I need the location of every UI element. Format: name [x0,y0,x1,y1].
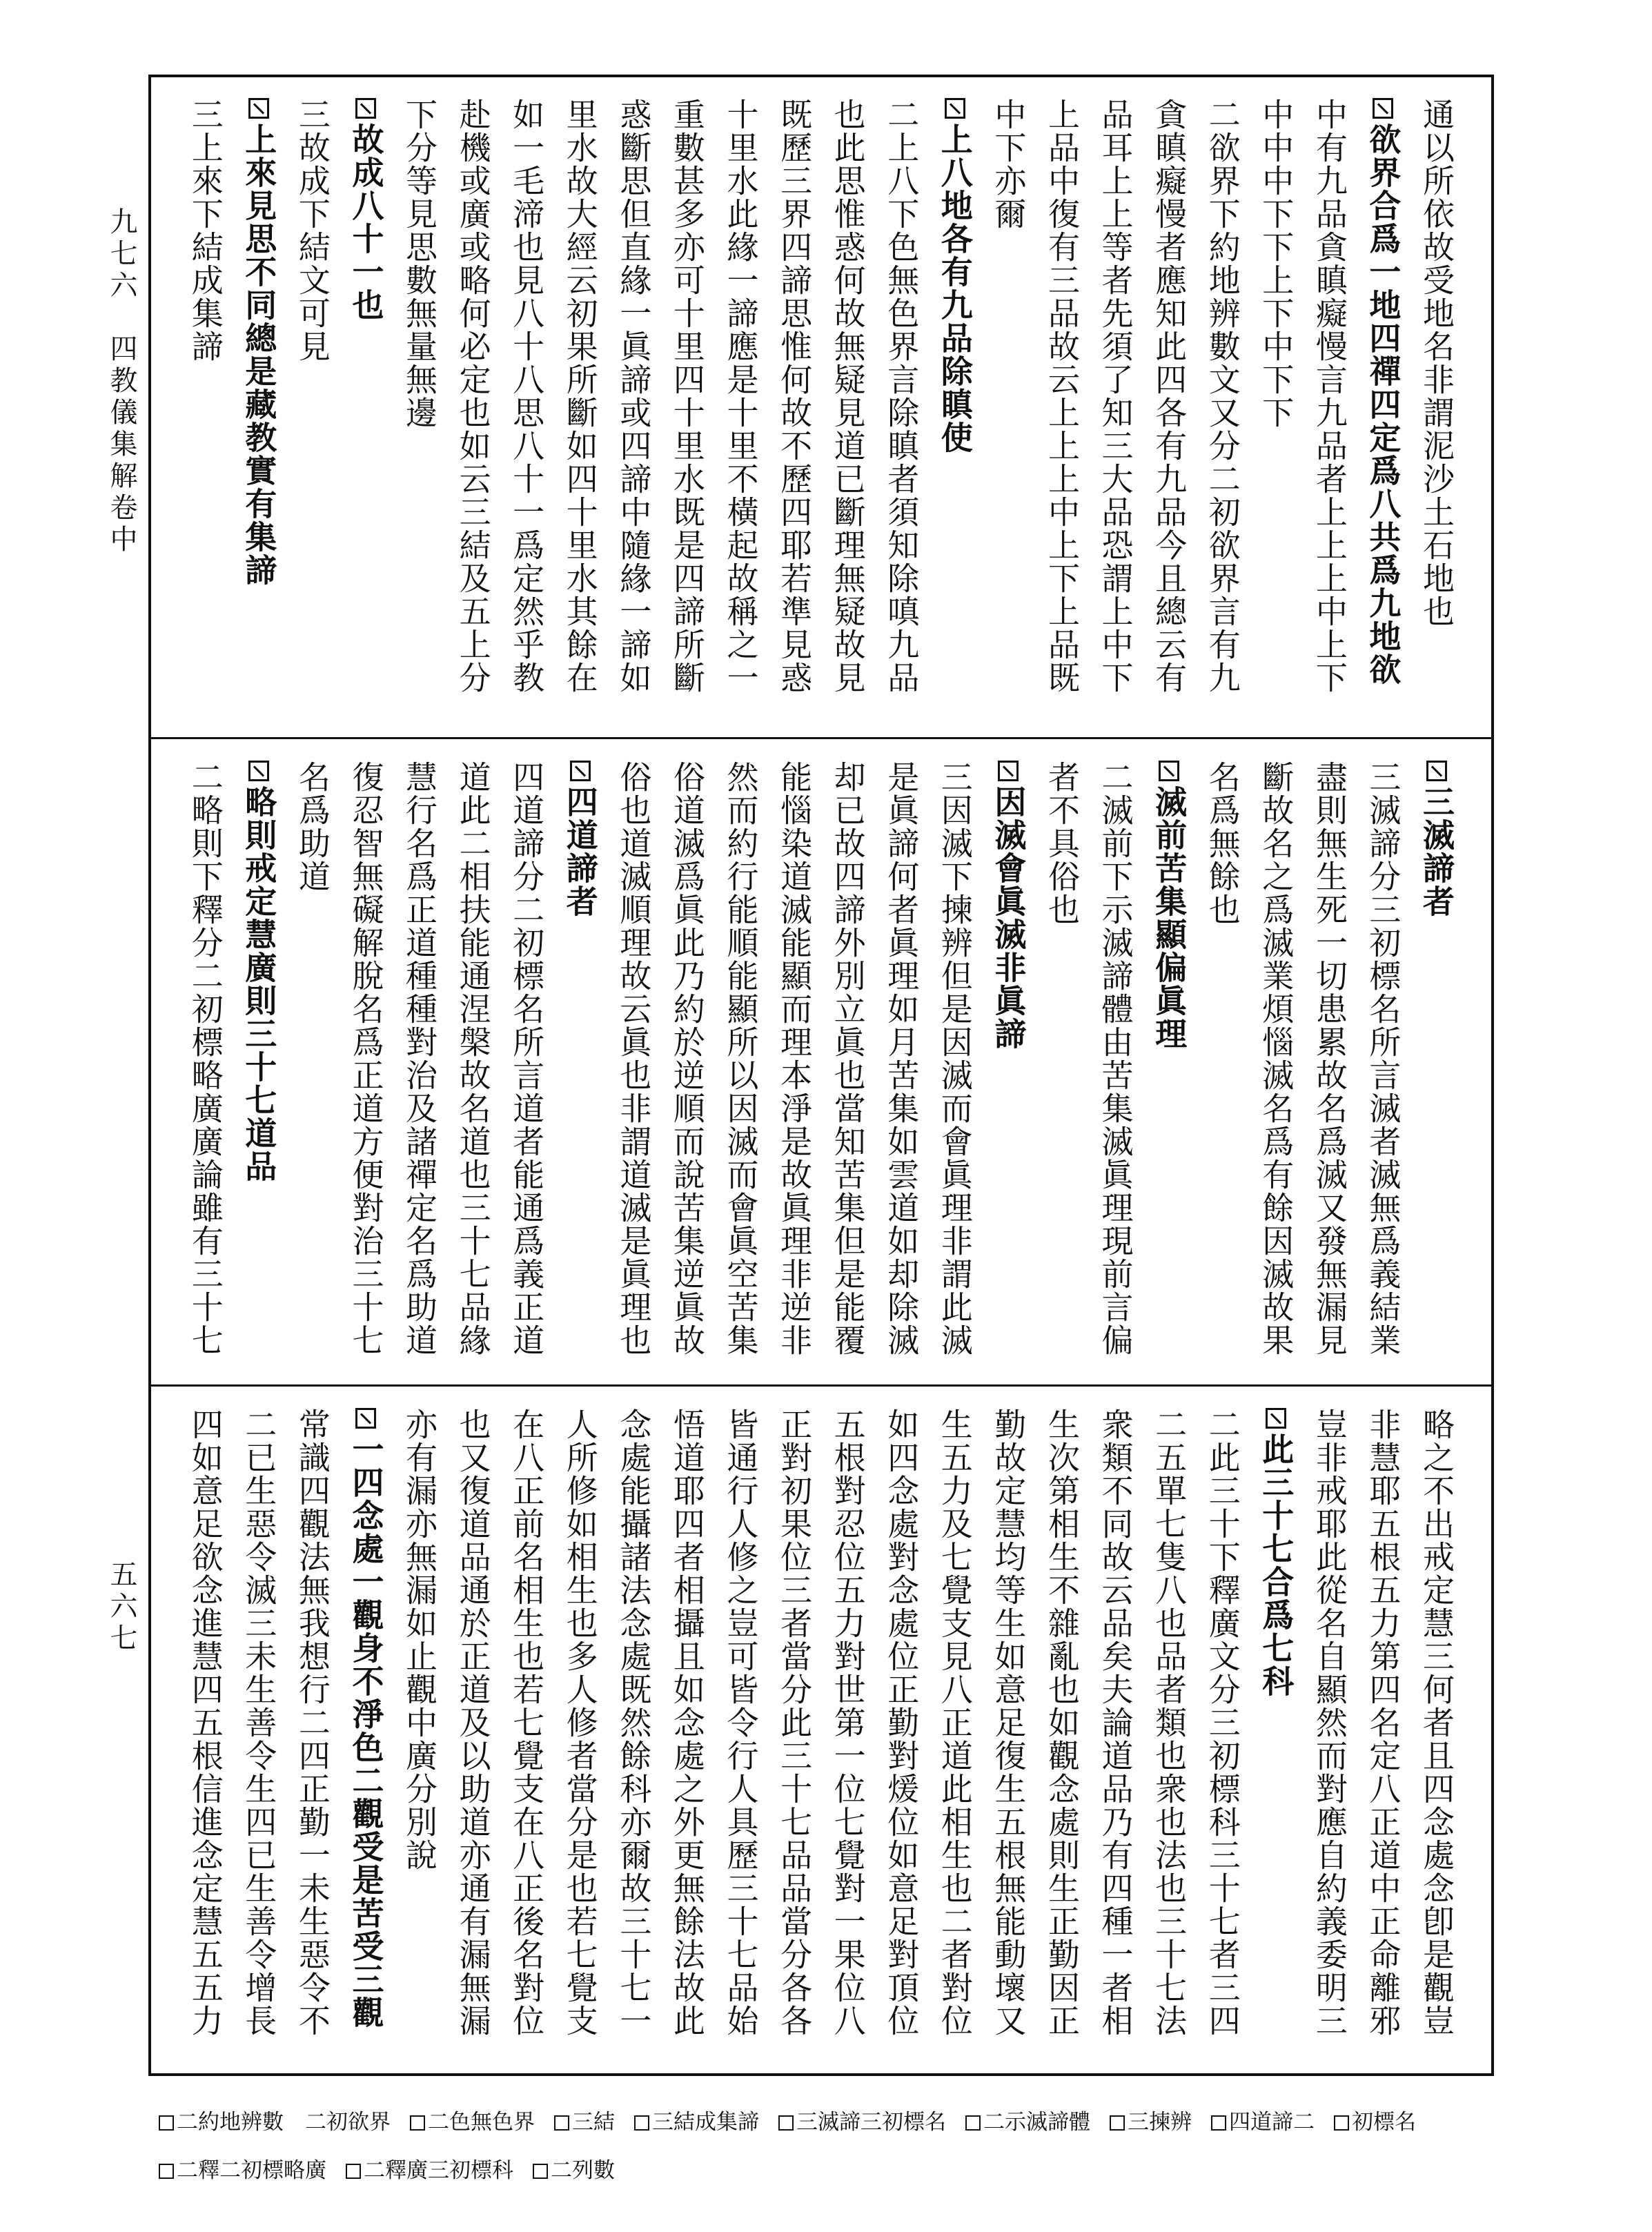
column-text: 名爲無餘也 [1203,761,1241,926]
column-text: 中下亦爾 [990,98,1027,231]
column-text: 二此三十下釋廣文分三初標科三十七者三四 [1203,1408,1241,2037]
column-text: 生次第相生不雜亂也如觀念處則生正勤因正 [1043,1408,1081,2037]
column-text: 二欲界下約地辨數文又分二初欲界言有九 [1203,98,1241,694]
panel-middle [148,740,1494,1383]
column-text: 如四念處對念處位正勤對煖位如意足對頂位 [883,1408,921,2037]
footnote-marker-icon [1211,2115,1226,2131]
column-text: 此三十七合爲七科 [1257,1433,1295,1698]
column-text: 悟道耶四者相攝且如念處之外更無餘法故此 [668,1408,706,2037]
column-text: 故成八十一也 [347,123,385,322]
section-marker-icon [998,761,1019,781]
footnote-area [159,2098,1484,2195]
column-text: 却已故四諦外別立眞也當知苦集但是能覆 [829,761,867,1357]
heading-column [1250,1408,1304,2053]
footnote-text: 二釋廣三初標科 [364,2158,513,2183]
column-text: 略則戒定慧廣則三十七道品 [240,785,278,1183]
text-column [1035,761,1089,1362]
column-text: 因滅會眞滅非眞諦 [990,785,1027,1050]
heading-column [982,761,1036,1362]
column-text: 三滅諦者 [1418,785,1455,918]
footnote-text: 二色無色界 [428,2110,535,2135]
column-text: 也又復道品通於正道及以助道亦通有漏無漏 [454,1408,492,2037]
column-text: 人所修如相生也多人修者當分是也若七覺支 [561,1408,599,2037]
heading-column [1410,761,1464,1362]
section-marker-icon [1159,761,1179,781]
heading-column [553,761,607,1362]
footnote-item [159,2110,391,2135]
column-text: 赴機或廣或略何必定也如云三結及五上分 [454,98,492,694]
section-marker-icon [248,98,269,119]
column-text: 二上八下色無色界言除瞋者須知除嗔九品 [883,98,921,694]
text-column [821,1408,875,2053]
text-column [875,98,929,715]
column-text: 品耳上上等者先須了知三大品恐謂上中下 [1097,98,1134,694]
text-column [767,761,821,1362]
text-column [821,98,875,715]
footnote-item [1211,2110,1315,2135]
text-column [1035,98,1089,715]
column-text: 下分等見思數無量無邊 [401,98,439,429]
column-text: 二已生惡令滅三未生善令生四已生善令增長 [240,1408,278,2037]
text-column [393,1408,446,2053]
footnote-marker-icon [965,2115,981,2131]
column-text: 皆通行人修之豈可皆令行人具歷三十七品始 [722,1408,760,2037]
text-column [553,98,607,715]
text-column [1196,761,1250,1362]
text-column [1303,98,1357,715]
column-text: 在八正前名相生也若七覺支在八正後名對位 [508,1408,546,2037]
text-column [179,761,233,1362]
footnote-marker-icon [1110,2115,1125,2131]
column-text: 也此思惟惑何故無疑見道已斷理無疑故見 [829,98,867,694]
column-text: 斷故名之爲滅業煩惱滅名爲有餘因滅故果 [1257,761,1295,1357]
text-column [982,1408,1036,2053]
text-column [1357,1408,1410,2053]
column-text: 通以所依故受地名非謂泥沙土石地也 [1418,98,1455,628]
footnote-item [965,2110,1090,2135]
text-column [821,761,875,1362]
column-text: 五根對忍位五力對世第一位七覺對一果位八 [829,1408,867,2037]
page-number: 五六七 [106,1560,137,1655]
column-text: 三滅諦分三初標名所言滅者滅無爲義結業 [1364,761,1402,1357]
heading-column [1143,761,1197,1362]
section-marker-icon [248,761,269,781]
panel-top [148,77,1494,736]
column-text: 上八地各有九品除瞋使 [936,123,974,454]
section-marker-icon [1373,98,1393,119]
column-text: 上來見思不同總是藏教實有集諦 [240,123,278,587]
text-column [607,761,661,1362]
panel-divider-2 [148,1384,1494,1387]
text-column [393,761,446,1362]
column-text: 三故成下結文可見 [293,98,331,363]
text-column [446,761,500,1362]
column-text: 貪瞋癡慢者應知此四各有九品今且總云有 [1150,98,1188,694]
text-column [1089,1408,1143,2053]
column-text: 俗也道滅順理故云眞也非謂道滅是眞理也 [615,761,653,1357]
section-marker-icon [945,98,965,119]
column-text: 常識四觀法無我想行二四正勤一未生惡令不 [293,1408,331,2037]
column-text: 道此二相扶能通涅槃故名道也三十七品緣 [454,761,492,1357]
column-text: 慧行名爲正道種種對治及諸禪定名爲助道 [401,761,439,1357]
column-text: 三因滅下揀辨但是因滅而會眞理非謂此滅 [936,761,974,1357]
text-column [928,761,982,1362]
text-column [179,98,233,715]
text-column [1035,1408,1089,2053]
column-text: 一四念處一觀身不淨色二觀受是苦受三觀 [347,1433,385,2029]
column-text: 能惱染道滅能顯而理本淨是故眞理非逆非 [776,761,814,1357]
column-text: 盡則無生死一切患累故名爲滅又發無漏見 [1310,761,1348,1357]
text-column [714,98,768,715]
heading-column [340,1408,393,2053]
text-column [1357,761,1410,1362]
text-column [714,1408,768,2053]
footnote-marker-icon [1334,2115,1349,2131]
footnote-text: 三滅諦三初標名 [796,2110,946,2135]
text-column [607,98,661,715]
text-column [500,98,554,715]
text-column [553,1408,607,2053]
section-marker-icon [355,98,376,119]
text-column [500,1408,554,2053]
text-column [1143,98,1197,715]
footnote-text: 四道諦二 [1229,2110,1315,2135]
running-header: 九七六 四教儀集解卷中 [106,207,137,556]
column-text: 中有九品貪瞋癡慢言九品者上上上中上下 [1310,98,1348,694]
column-text: 里水故大經云初果所斷如四十里水其餘在 [561,98,599,694]
column-text: 二滅前下示滅諦體由苦集滅眞理現前言偏 [1097,761,1134,1357]
footnote-marker-icon [554,2115,569,2131]
text-column [286,98,340,715]
column-text: 俗道滅爲眞此乃約於逆順而說苦集逆眞故 [668,761,706,1357]
footnote-text: 三揀辨 [1128,2110,1192,2135]
text-column [1410,1408,1464,2053]
footnote-item [159,2158,326,2183]
heading-column [233,761,286,1362]
heading-column [1357,98,1410,715]
text-column [714,761,768,1362]
text-column [1089,98,1143,715]
heading-column [233,98,286,715]
footnote-text: 二示滅諦體 [983,2110,1090,2135]
footnote-text: 二釋二初標略廣 [177,2158,326,2183]
column-text: 四道諦者 [561,785,599,918]
text-column [1410,98,1464,715]
footnote-item [554,2110,615,2135]
text-column [446,98,500,715]
column-text: 中中中下下上下中下下 [1257,98,1295,429]
text-column [607,1408,661,2053]
column-text: 正對初果位三者當分此三十七品品當分各各 [776,1408,814,2037]
footnote-text: 二列數 [551,2158,615,2183]
text-column [1250,761,1304,1362]
column-text: 者不具俗也 [1043,761,1081,926]
text-column [1250,98,1304,715]
footnote-marker-icon [533,2164,548,2179]
section-marker-icon [1266,1408,1286,1429]
text-column [1089,761,1143,1362]
column-text: 如一毛渧也見八十八思八十一爲定然乎教 [508,98,546,694]
text-column [982,98,1036,715]
column-text: 復忍智無礙解脫名爲正道方便對治三十七 [347,761,385,1357]
column-text: 滅前苦集顯偏眞理 [1150,785,1188,1050]
section-marker-icon [1426,761,1447,781]
column-text: 四如意足欲念進慧四五根信進念定慧五五力 [186,1408,224,2037]
footnote-marker-icon [778,2115,794,2131]
section-marker-icon [570,761,591,781]
column-text: 是眞諦何者眞理如月苦集如雲道如却除滅 [883,761,921,1357]
text-column [1196,1408,1250,2053]
panel-bottom [148,1387,1494,2073]
column-text: 四道諦分二初標名所言道者能通爲義正道 [508,761,546,1357]
footnote-marker-icon [159,2115,174,2131]
text-column [179,1408,233,2053]
text-column [767,1408,821,2053]
column-text: 亦有漏亦無漏如止觀中廣分別說 [401,1408,439,1872]
column-text: 衆類不同故云品矣夫論道品乃有四種一者相 [1097,1408,1134,2037]
column-text: 惑斷思但直緣一眞諦或四諦中隨緣一諦如 [615,98,653,694]
text-column [660,98,714,715]
text-column [660,761,714,1362]
footnote-text: 三結成集諦 [652,2110,759,2135]
column-text: 既歷三界四諦思惟何故不歷四耶若準見惑 [776,98,814,694]
text-column [875,761,929,1362]
text-column [340,761,393,1362]
column-text: 三上來下結成集諦 [186,98,224,363]
column-text: 二略則下釋分二初標略廣廣論雖有三十七 [186,761,224,1357]
column-text: 非慧耶五根五力第四名定八正道中正命離邪 [1364,1408,1402,2037]
text-column [286,761,340,1362]
column-text: 生五力及七覺支見八正道此相生也二者對位 [936,1408,974,2037]
column-text: 上品中復有三品故云上上上中上下上品既 [1043,98,1081,694]
text-column [286,1408,340,2053]
text-column [1303,1408,1357,2053]
panel-divider-1 [148,737,1494,739]
footnote-item [410,2110,535,2135]
column-text: 然而約行能順能顯所以因滅而會眞空苦集 [722,761,760,1357]
text-column [767,98,821,715]
section-marker-icon [355,1408,376,1429]
footnote-marker-icon [346,2164,361,2179]
footnote-marker-icon [159,2164,174,2179]
text-column [446,1408,500,2053]
footnote-item [778,2110,946,2135]
footnote-marker-icon [410,2115,425,2131]
text-column [233,1408,286,2053]
footnote-text: 初標名 [1352,2110,1416,2135]
text-column [393,98,446,715]
column-text: 豈非戒耶此從名自顯然而對應自約義委明三 [1310,1408,1348,2037]
text-column [660,1408,714,2053]
footnote-item [1110,2110,1192,2135]
footnote-item [346,2158,513,2183]
text-column [875,1408,929,2053]
text-column [1196,98,1250,715]
column-text: 欲界合爲一地四禪四定爲八共爲九地欲 [1364,123,1402,686]
text-column [1303,761,1357,1362]
footnote-item [1334,2110,1416,2135]
text-column [1143,1408,1197,2053]
column-text: 勤故定慧均等生如意足復生五根無能動壞又 [990,1408,1027,2037]
text-column [500,761,554,1362]
footnote-text: 三結 [572,2110,615,2135]
column-text: 十里水此緣一諦應是十里不橫起故稱之一 [722,98,760,694]
text-column [928,1408,982,2053]
footnote-text: 二約地辨數 二初欲界 [177,2110,391,2135]
footnote-marker-icon [634,2115,649,2131]
footnote-item [533,2158,615,2183]
footnote-item [634,2110,759,2135]
heading-column [928,98,982,715]
column-text: 名爲助道 [293,761,331,893]
column-text: 二五單七隻八也品者類也衆也法也三十七法 [1150,1408,1188,2037]
column-text: 略之不出戒定慧三何者且四念處念卽是觀豈 [1418,1408,1455,2037]
column-text: 念處能攝諸法念處既然餘科亦爾故三十七一 [615,1408,653,2037]
heading-column [340,98,393,715]
column-text: 重數甚多亦可十里四十里水既是四諦所斷 [668,98,706,694]
